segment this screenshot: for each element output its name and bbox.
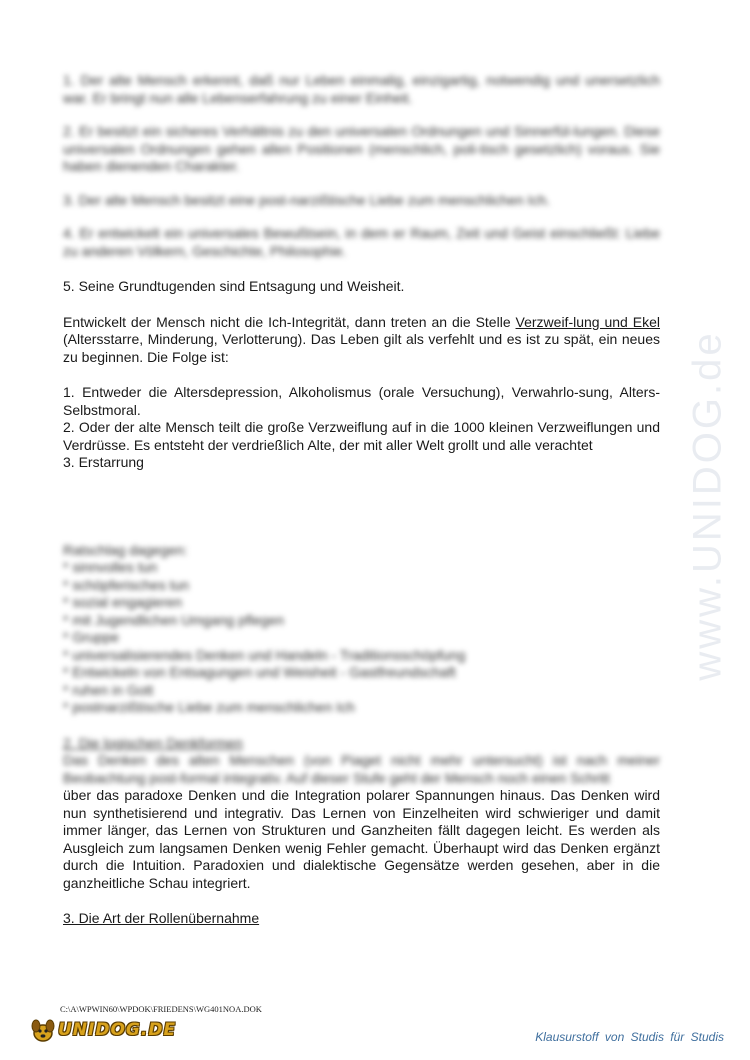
despair-text-after: (Altersstarre, Minderung, Verlotterung). Das Leben gilt als verfehlt und es ist zu spät, ein neues zu beginnen. Die Folge ist: — [63, 331, 660, 365]
consequence-2: 2. Oder der alte Mensch teilt die große Verzweiflung auf in die 1000 kleinen Verzweiflungen und Verdrüsse. Es entsteht der verdrießlich Alte, der mit aller Welt grollt und alle verachtet — [63, 419, 660, 453]
advice-item: * schöpferisches tun — [63, 576, 190, 593]
section-2-text: über das paradoxe Denken und die Integration polarer Spannungen hinaus. Das Denken wird nun synthetisierend und integrativ. Das Lernen von Einzelheiten wird schwieriger und damit immer länger, das Lernen von Strukturen und Ganzheiten fällt dagegen leicht. Es werden als Ausgleich zum langsamen Denken wenig Fehler gemacht. Überhaupt wird das Denken ergänzt durch die Intuition. Paradoxien und dialektische Gegensätze werden gesehen, aber in die ganzheitliche Schau integriert. — [63, 787, 660, 891]
watermark — [685, 280, 730, 730]
section-2-heading: 2. Die logischen Denkformen — [63, 734, 243, 751]
advice-item: * sinnvolles tun — [63, 559, 158, 575]
watermark-text: www.UNIDOG.de — [685, 329, 730, 681]
document-body — [63, 72, 660, 928]
blurred-point-4: 4. Er entwickelt ein universales Bewußtsein, in dem er Raum, Zeit und Geist einschließt: Liebe zu anderen Völkern, Geschichte, Philosophie. — [63, 225, 660, 259]
consequence-1: 1. Entweder die Altersdepression, Alkoholismus (orale Versuchung), Verwahrlo-sung, Alters-Selbstmoral. — [63, 384, 660, 418]
despair-underlined-term: Verzweif-lung und Ekel — [515, 313, 660, 330]
advice-item: * postnarzißtische Liebe zum menschlichen Ich — [63, 699, 355, 715]
despair-paragraph — [63, 314, 660, 367]
blurred-point-1: 1. Der alte Mensch erkennt, daß nur Leben einmalig, einzigartig, notwendig und unersetzlich war. Er bringt nun alle Lebenserfahrung zu einer Einheit. — [63, 72, 660, 106]
advice-item: * sozial engagieren — [63, 594, 183, 610]
logo-wordmark: UNIDOG.DE — [58, 1020, 177, 1040]
advice-item: * mit Jugendlichen Umgang pflegen — [63, 611, 285, 628]
point-5: 5. Seine Grundtugenden sind Entsagung und Weisheit. — [63, 278, 405, 294]
advice-title: Ratschlag dagegen: — [63, 541, 188, 558]
section-2-blurred — [63, 735, 660, 788]
blurred-intro-section — [63, 72, 660, 260]
section-3-heading: 3. Die Art der Rollenübernahme — [63, 910, 260, 926]
advice-item: * Gruppe — [63, 629, 120, 645]
section-2-blurred-text: Das Denken des alten Menschen (von Piaget nicht mehr untersucht) ist nach meiner Beobachtung post-formal integrativ. Auf dieser Stufe geht der Mensch noch einen Schritt — [63, 752, 660, 786]
despair-text-before: Entwickelt der Mensch nicht die Ich-Integrität, dann treten an die Stelle — [63, 313, 516, 330]
advice-item: * universalisierendes Denken und Handeln - Traditionsschöpfung — [63, 646, 466, 663]
advice-item: * ruhen in Gott — [63, 681, 154, 698]
consequence-3: 3. Erstarrung — [63, 454, 144, 470]
footer-tagline: Klausurstoff von Studis für Studis — [535, 1030, 724, 1044]
blurred-point-3: 3. Der alte Mensch besitzt eine post-narzißtische Liebe zum menschlichen Ich. — [63, 191, 551, 208]
blurred-point-2: 2. Er besitzt ein sicheres Verhältnis zu den universalen Ordnungen und Sinnerfül-lungen. Diese universalen Ordnungen gehen allen Positionen (menschlich, poli-tisch gesetzlich) voraus. Sie haben dienenden Charakter. — [63, 123, 660, 174]
dog-mascot-icon — [28, 1016, 58, 1044]
advice-item: * Entwickeln von Entsagungen und Weisheit - Gastfreundschaft — [63, 664, 456, 680]
advice-section — [63, 542, 660, 717]
unidog-logo — [28, 1016, 176, 1044]
file-path: C:\A\WPWIN60\WPDOK\FRIEDENS\WG401NOA.DOK — [60, 1004, 262, 1014]
